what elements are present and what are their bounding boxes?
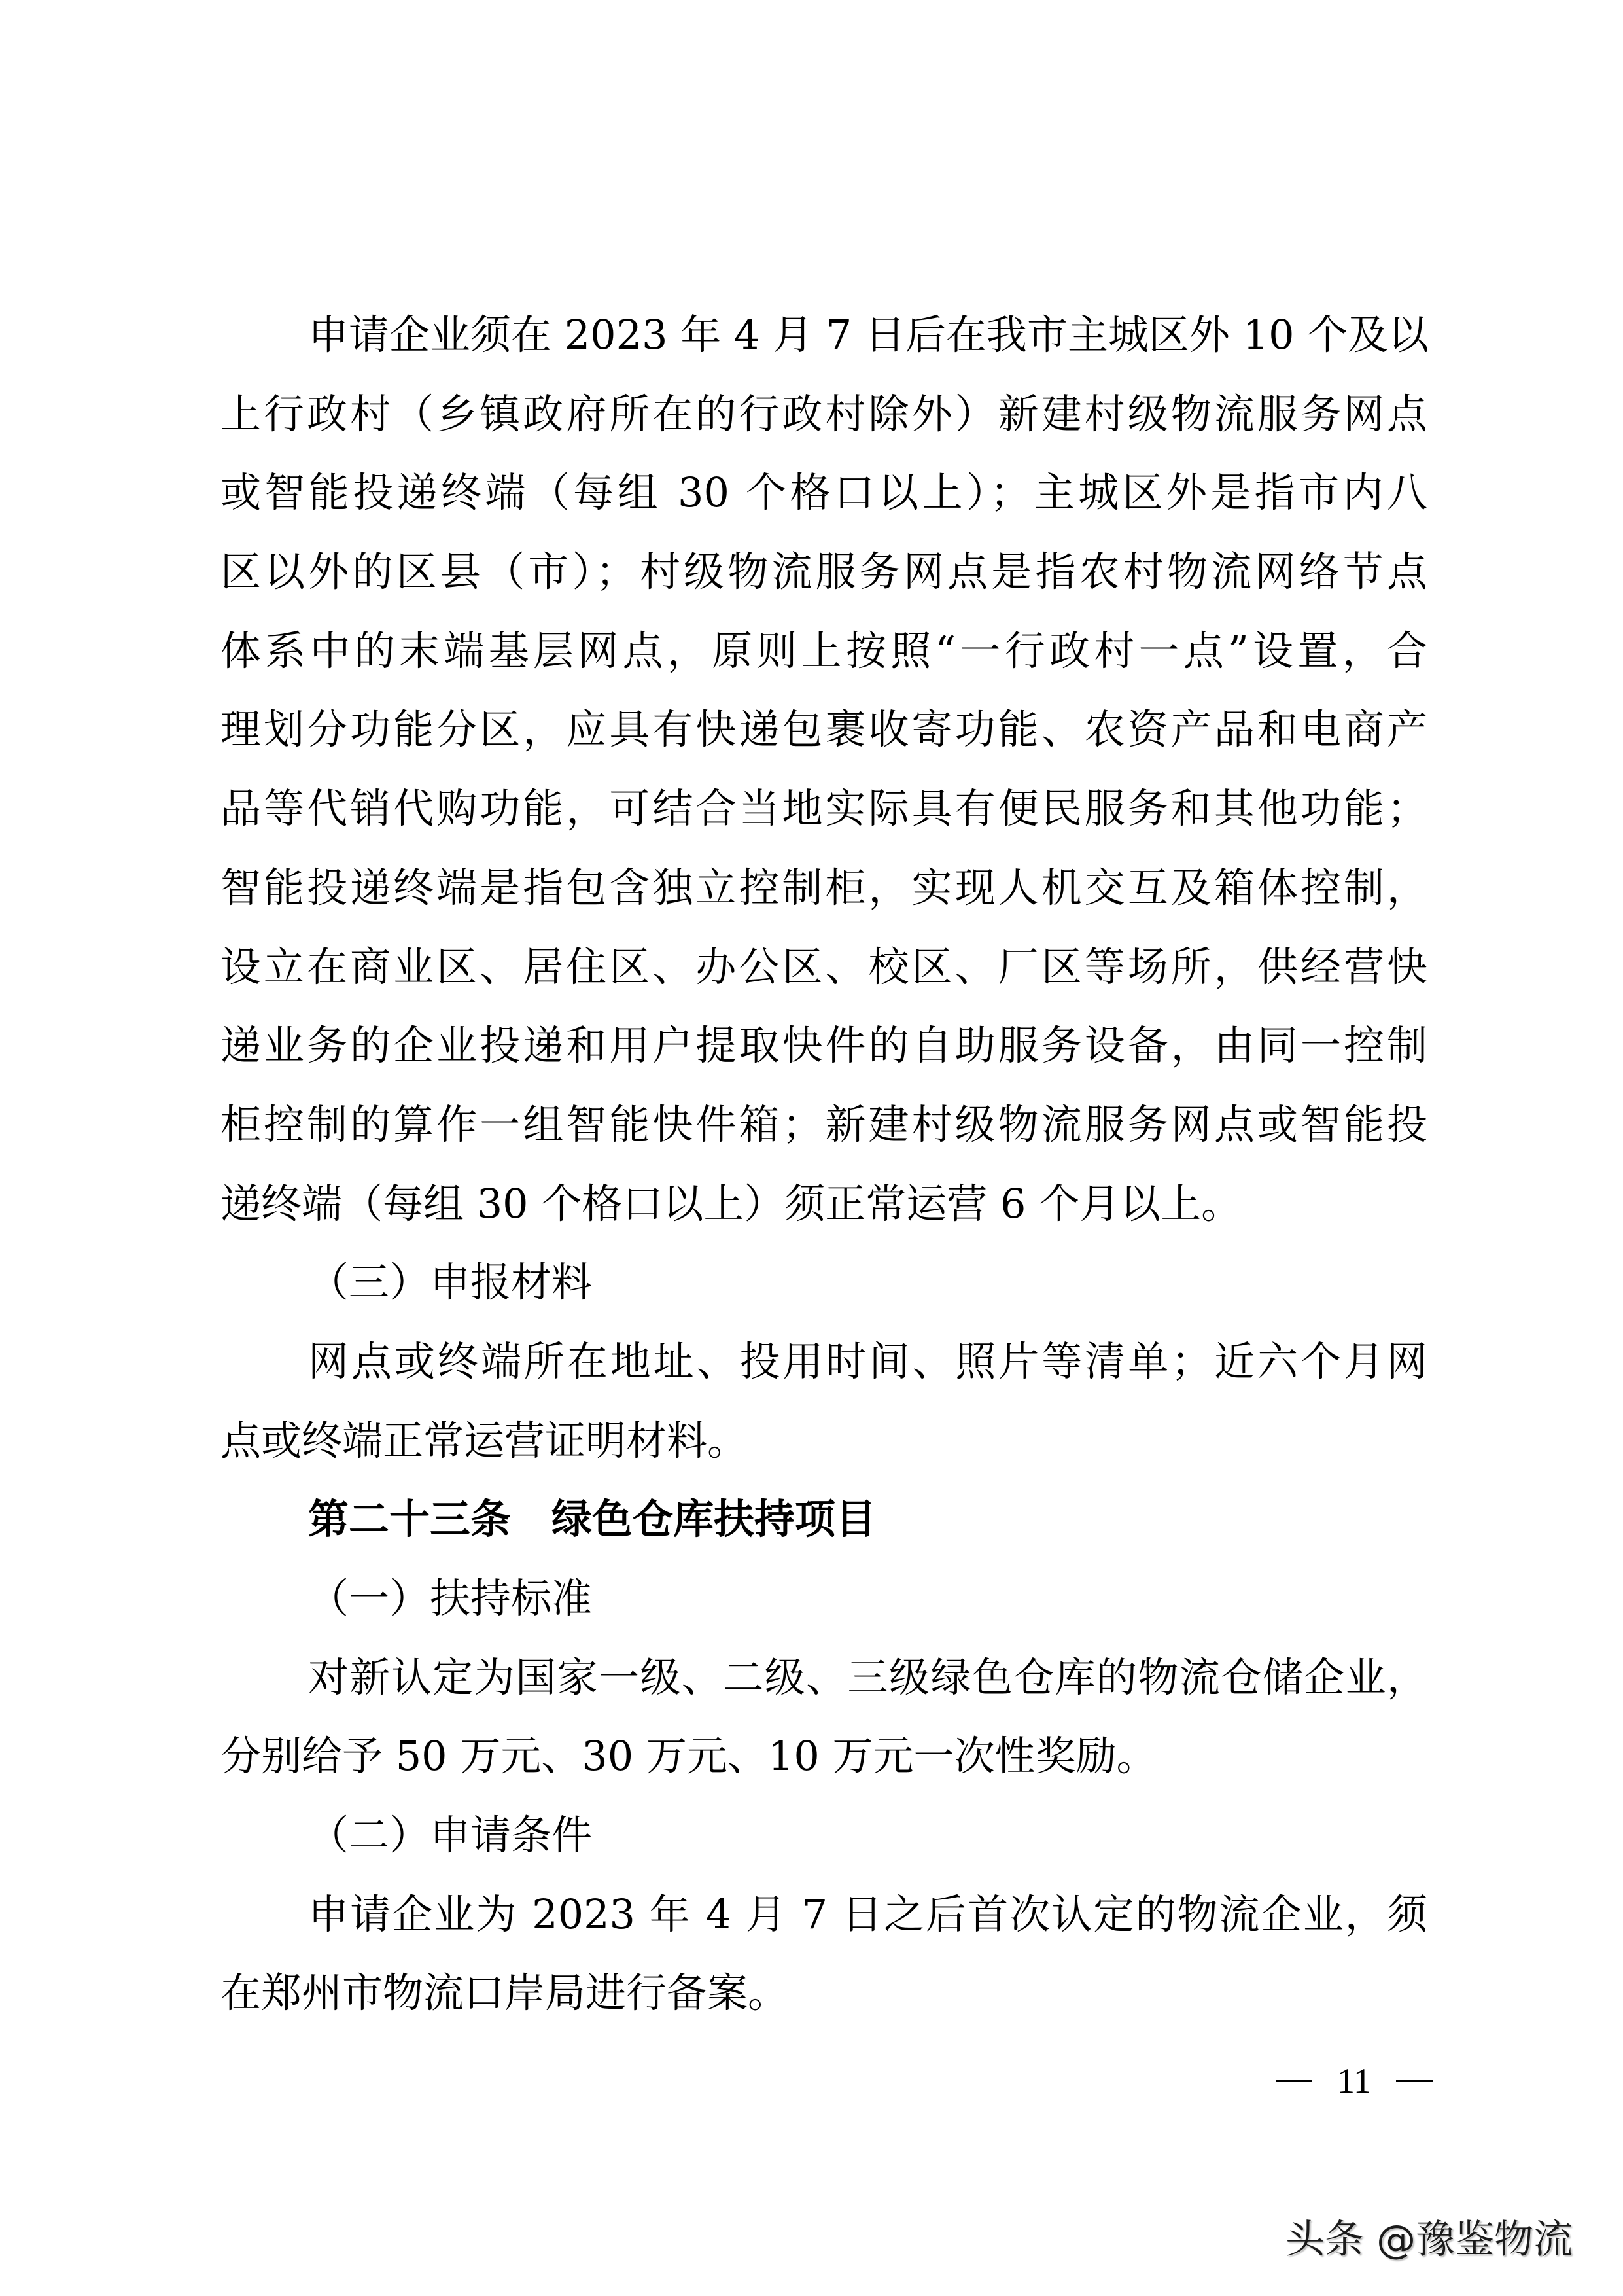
paragraph-line: 对新认定为国家一级、二级、三级绿色仓库的物流仓储企业， xyxy=(308,1653,1427,1701)
paragraph-line: 递业务的企业投递和用户提取快件的自助服务设备，由同一控制 xyxy=(220,1021,1427,1070)
paragraph-line: 设立在商业区、居住区、办公区、校区、厂区等场所，供经营快 xyxy=(220,942,1427,991)
paragraph-line: 区以外的区县（市）；村级物流服务网点是指农村物流网络节点 xyxy=(220,548,1427,596)
dash-left xyxy=(1276,2080,1312,2082)
dash-right xyxy=(1396,2080,1433,2082)
subsection-heading-standard: （一）扶持标准 xyxy=(308,1574,593,1622)
document-body xyxy=(220,296,1427,2033)
subsection-heading-conditions: （二）申请条件 xyxy=(308,1811,593,1860)
paragraph-line: 上行政村（乡镇政府所在的行政村除外）新建村级物流服务网点 xyxy=(220,389,1427,438)
paragraph-line: 网点或终端所在地址、投用时间、照片等清单；近六个月网 xyxy=(308,1337,1427,1385)
page-number-value: 11 xyxy=(1337,2061,1371,2100)
watermark: 头条 @豫鉴物流 xyxy=(1285,2217,1573,2263)
article-heading: 第二十三条 绿色仓库扶持项目 xyxy=(308,1495,877,1544)
paragraph-line: 申请企业须在 2023 年 4 月 7 日后在我市主城区外 10 个及以 xyxy=(308,311,1429,359)
page-number xyxy=(1276,2058,1433,2104)
paragraph-line: 理划分功能分区，应具有快递包裹收寄功能、农资产品和电商产 xyxy=(220,705,1427,754)
paragraph-line: 申请企业为 2023 年 4 月 7 日之后首次认定的物流企业，须 xyxy=(308,1890,1427,1938)
paragraph-line: 体系中的末端基层网点，原则上按照“一行政村一点”设置，合 xyxy=(220,626,1427,675)
paragraph-line: 品等代销代购功能，可结合当地实际具有便民服务和其他功能； xyxy=(220,785,1427,833)
paragraph-line: 分别给予 50 万元、30 万元、10 万元一次性奖励。 xyxy=(220,1732,1157,1780)
paragraph-line: 或智能投递终端（每组 30 个格口以上）；主城区外是指市内八 xyxy=(220,468,1427,517)
paragraph-line: 智能投递终端是指包含独立控制柜，实现人机交互及箱体控制， xyxy=(220,863,1427,911)
paragraph-line: 柜控制的算作一组智能快件箱；新建村级物流服务网点或智能投 xyxy=(220,1100,1427,1148)
paragraph-line: 在郑州市物流口岸局进行备案。 xyxy=(220,1969,789,2017)
paragraph-line: 点或终端正常运营证明材料。 xyxy=(220,1416,748,1464)
subsection-heading-materials: （三）申报材料 xyxy=(308,1258,593,1307)
paragraph-line: 递终端（每组 30 个格口以上）须正常运营 6 个月以上。 xyxy=(220,1179,1242,1227)
